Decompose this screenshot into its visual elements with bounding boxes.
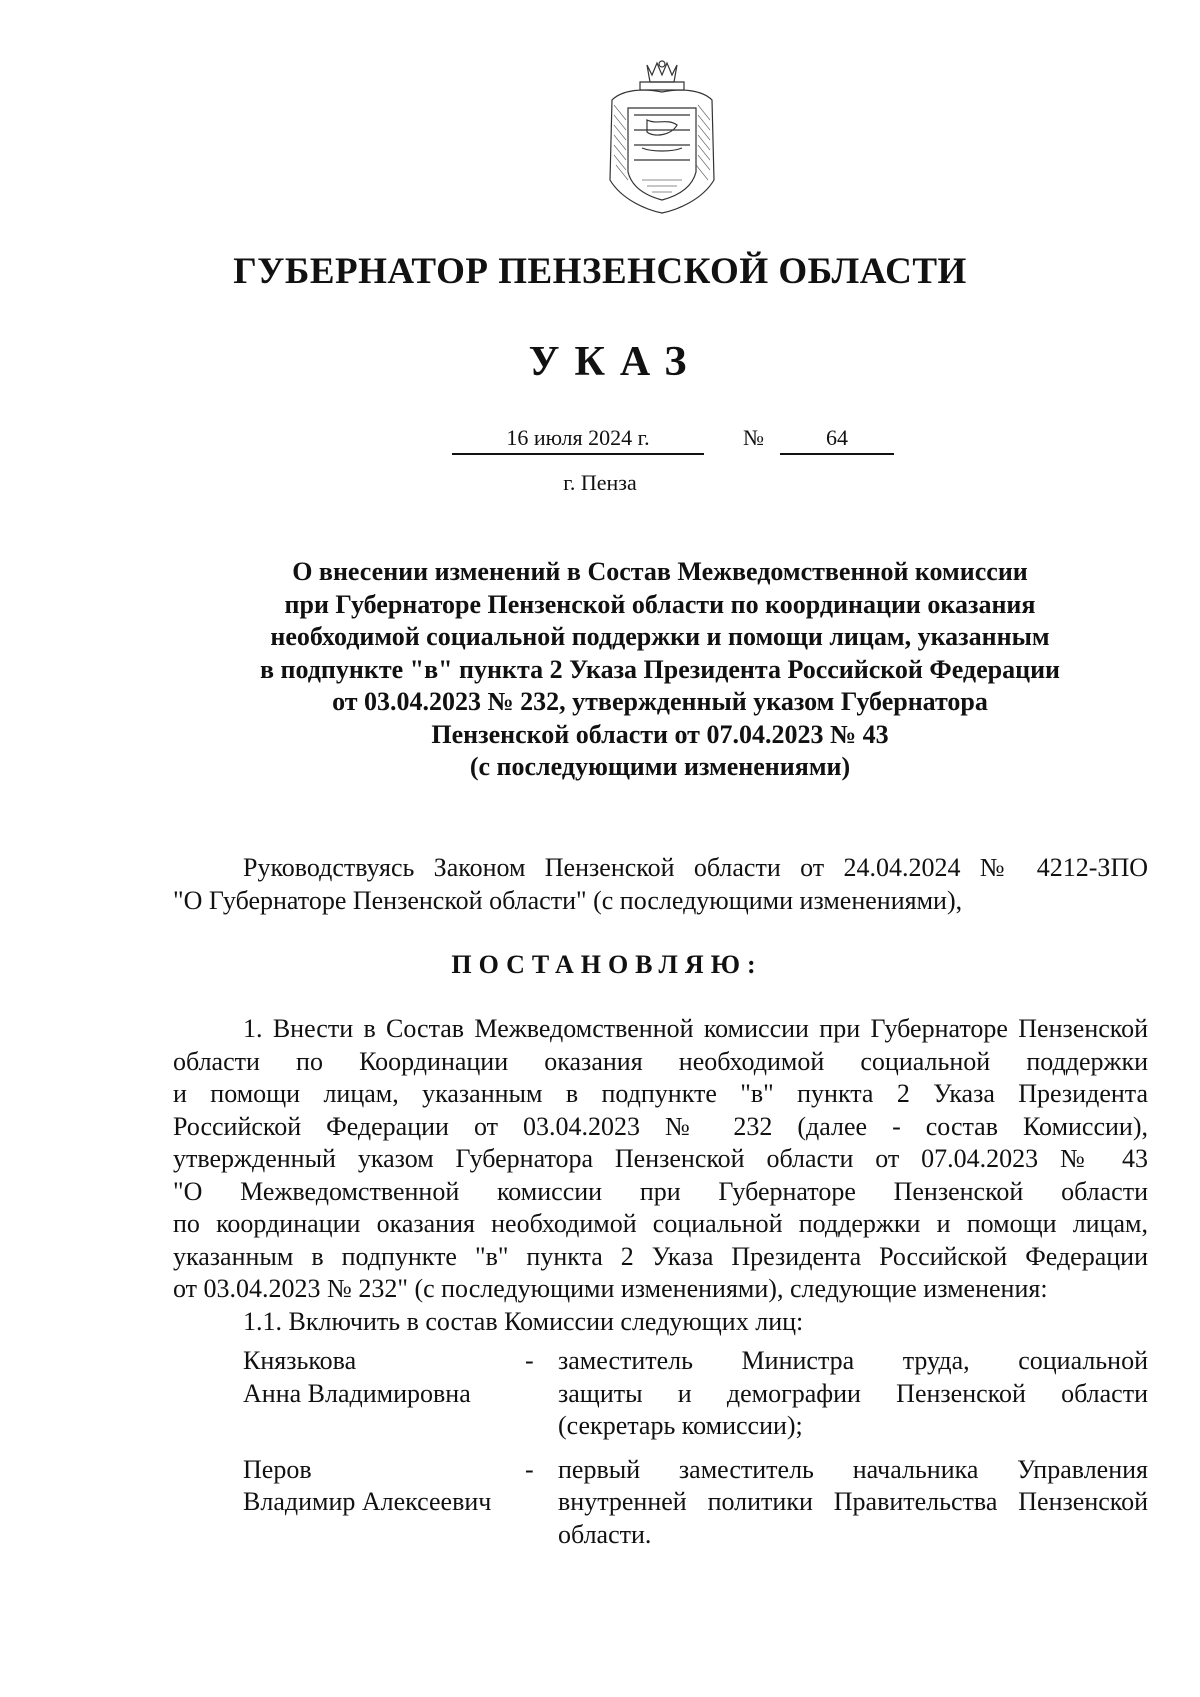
person-role [558,1454,1148,1552]
paragraph-line-text: от 03.04.2023 № 232" (с последующими изменениями), следующие изменения: [173,1274,1048,1303]
persons-list [243,1345,1148,1562]
paragraph-line-text: Руководствуясь Законом Пензенской области от 24.04.2024 № 4212-ЗПО [243,853,1148,882]
paragraph-line-text: 1. Внести в Состав Межведомственной комиссии при Губернаторе Пензенской [243,1014,1148,1043]
paragraph-line-text: Российской Федерации от 03.04.2023 № 232 (далее - состав Комиссии), [173,1111,1148,1141]
person-role [558,1345,1148,1443]
paragraph-line [173,885,1148,918]
paragraph-line [173,1143,1148,1176]
document-date: 16 июля 2024 г. [452,425,704,455]
person-name [243,1345,523,1410]
role-line: первый заместитель начальника Управления [558,1454,1148,1484]
paragraph-line-text: указанным в подпункте "в" пункта 2 Указа Президента Российской Федерации [173,1241,1148,1271]
subject-line: при Губернаторе Пензенской области по координации оказания [284,589,1036,619]
paragraph-line-text: по координации оказания необходимой социальной поддержки и помощи лицам, [173,1209,1148,1238]
paragraph-line-text: "О Губернаторе Пензенской области" (с последующими изменениями), [173,885,963,915]
role-line: области. [558,1519,652,1549]
paragraph-line [173,1241,1148,1274]
person-surname: Князькова [243,1346,357,1375]
subject-line: необходимой социальной поддержки и помощи лицам, указанным [270,622,1050,651]
person-given-name: Владимир Алексеевич [243,1487,492,1516]
document-type: УКАЗ [528,339,702,385]
person-given-name: Анна Владимировна [243,1378,471,1408]
paragraph-line [173,1111,1148,1144]
subject-line: Пензенской области от 07.04.2023 № 43 [431,719,889,749]
document-number: 64 [780,425,894,455]
subitem-1-1-line [173,1306,1148,1339]
paragraph-line-text: и помощи лицам, указанным в подпункте "в" пункта 2 Указа Президента [173,1079,1148,1108]
paragraph-line [173,1046,1148,1079]
paragraph-line [173,1273,1148,1306]
role-line: заместитель Министра труда, социальной [558,1346,1148,1375]
number-sign: № [743,425,764,450]
paragraph-line-text: области по Координации оказания необходимой социальной поддержки [173,1046,1148,1076]
paragraph-line [173,1078,1148,1111]
subject-line: О внесении изменений в Состав Межведомственной комиссии [292,557,1028,586]
paragraph-line [173,1176,1148,1209]
role-line: внутренней политики Правительства Пензенской [558,1487,1148,1516]
coat-of-arms-emblem [602,60,722,215]
person-entry [243,1454,1148,1552]
paragraph-line [173,852,1148,885]
decree-word: ПОСТАНОВЛЯЮ: [451,950,763,979]
subject-line: в подпункте "в" пункта 2 Указа Президента Российской Федерации [259,654,1061,684]
item-1-paragraph [173,1013,1148,1338]
city: г. Пенза [563,470,637,495]
subject-line: (с последующими изменениями) [469,752,851,781]
role-line: защиты и демографии Пензенской области [558,1378,1148,1408]
person-entry [243,1345,1148,1443]
role-line: (секретарь комиссии); [558,1411,803,1440]
person-surname: Перов [243,1454,312,1484]
person-name [243,1454,523,1519]
separator-dash: - [525,1346,534,1375]
org-title: ГУБЕРНАТОР ПЕНЗЕНСКОЙ ОБЛАСТИ [233,251,967,292]
paragraph-line-text: 1.1. Включить в состав Комиссии следующих лиц: [243,1306,804,1336]
paragraph-line [173,1208,1148,1241]
legal-basis-paragraph [173,852,1148,917]
paragraph-line-text: утвержденный указом Губернатора Пензенской области от 07.04.2023 № 43 [173,1144,1148,1173]
document-subject [160,556,1160,784]
subject-line: от 03.04.2023 № 232, утвержденный указом Губернатора [332,687,988,716]
paragraph-line [173,1013,1148,1046]
separator-dash: - [525,1454,534,1484]
paragraph-line-text: "О Межведомственной комиссии при Губернаторе Пензенской области [173,1176,1148,1206]
